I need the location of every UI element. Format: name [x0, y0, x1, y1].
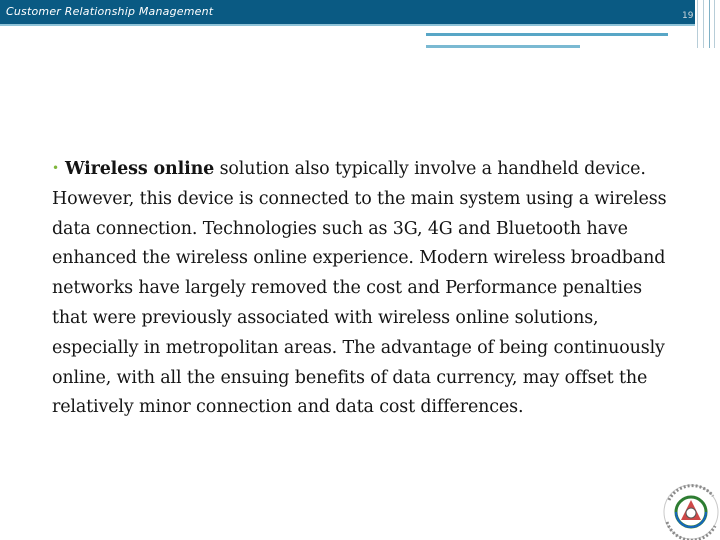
vertical-line-4: [714, 0, 715, 48]
vertical-line-2: [703, 0, 704, 48]
accent-line-1: [0, 24, 695, 26]
university-seal-logo: [655, 470, 720, 540]
vertical-line-1: [697, 0, 698, 48]
paragraph-text: solution also typically involve a handheld device. However, this device is connected to the main system using a wireless data connection. Technologies such as 3G, 4G and Bluetooth have enhanced the wireless online experience. Modern wireless broadband networks have largely removed the cost and Performance penalties that were previously associated with wireless online solutions, especially in metropolitan areas. The advantage of being continuously online, with all the ensuing benefits of data currency, may offset the relatively minor connection and data cost differences.: [52, 159, 667, 418]
header-title: Customer Relationship Management: [6, 5, 214, 18]
accent-bar-1: [426, 33, 668, 36]
vertical-line-3: [709, 0, 710, 48]
accent-bar-2: [426, 45, 580, 48]
bold-lead: Wireless online: [64, 159, 215, 179]
body-paragraph: [52, 154, 682, 423]
bullet-icon: •: [52, 161, 59, 175]
slide-number: 19: [682, 11, 694, 21]
